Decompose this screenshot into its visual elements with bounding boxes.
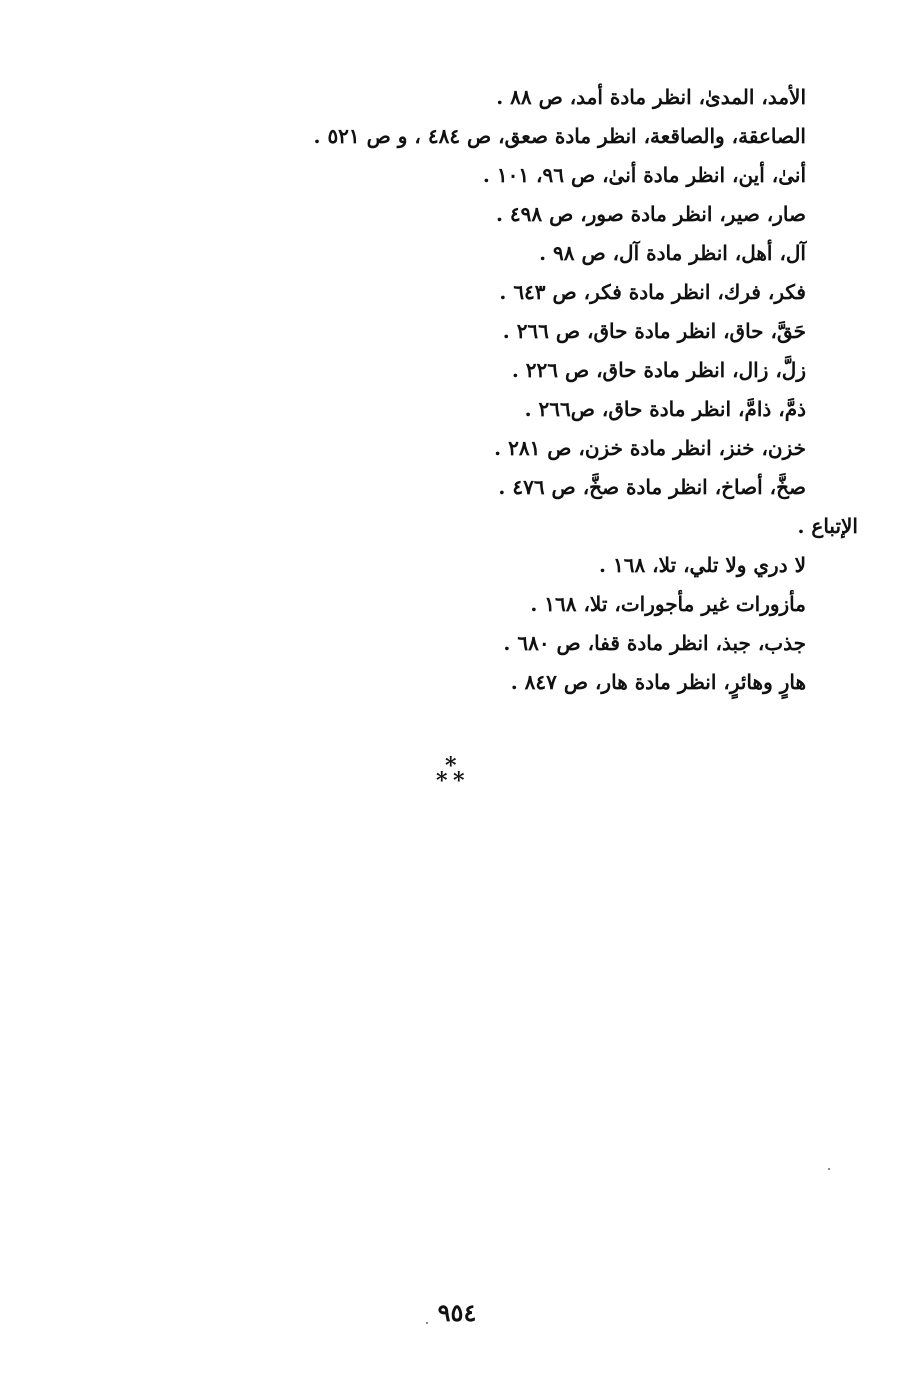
index-entry: زلَّ، زال، انظر مادة حاق، ص ٢٢٦ .: [511, 358, 806, 382]
asterisk-icon: *: [445, 753, 457, 779]
index-entries: [246, 78, 858, 702]
index-entry: هارٍ وهائرٍ، انظر مادة هار، ص ٨٤٧ .: [510, 670, 806, 694]
asterisk-icon: *: [436, 768, 448, 794]
index-entry: جذب، جبذ، انظر مادة قفا، ص ٦٨٠ .: [503, 631, 806, 655]
scan-speck: [426, 1322, 428, 1324]
index-entry: صار، صير، انظر مادة صور، ص ٤٩٨ .: [495, 202, 806, 226]
index-entry: الصاعقة، والصاقعة، انظر مادة صعق، ص ٤٨٤ ، و ص ٥٢١ .: [313, 124, 806, 148]
index-entry: آل، أهل، انظر مادة آل، ص ٩٨ .: [539, 241, 806, 265]
index-entry: الأمد، المدىٰ، انظر مادة أمد، ص ٨٨ .: [496, 85, 806, 109]
asterisk-icon: *: [453, 768, 465, 794]
index-entry: صخَّ، أصاخ، انظر مادة صخَّ، ص ٤٧٦ .: [498, 475, 806, 499]
index-entry: فكر، فرك، انظر مادة فكر، ص ٦٤٣ .: [499, 280, 806, 304]
end-ornament: [434, 755, 470, 795]
index-entry: لا دري ولا تلي، تلا، ١٦٨ .: [599, 553, 806, 577]
index-entry: مأزورات غير مأجورات، تلا، ١٦٨ .: [530, 592, 806, 616]
index-entry: خزن، خنز، انظر مادة خزن، ص ٢٨١ .: [494, 436, 806, 460]
section-heading: الإتباع .: [797, 514, 858, 538]
index-entry: حَقَّ، حاق، انظر مادة حاق، ص ٢٦٦ .: [502, 319, 806, 343]
index-entry: أنىٰ، أين، انظر مادة أنىٰ، ص ٩٦، ١٠١ .: [482, 163, 806, 187]
scan-speck: [828, 1168, 830, 1170]
index-entry: ذمَّ، ذامَّ، انظر مادة حاق، ص٢٦٦ .: [524, 397, 806, 421]
page-number: ٩٥٤: [437, 1298, 477, 1327]
